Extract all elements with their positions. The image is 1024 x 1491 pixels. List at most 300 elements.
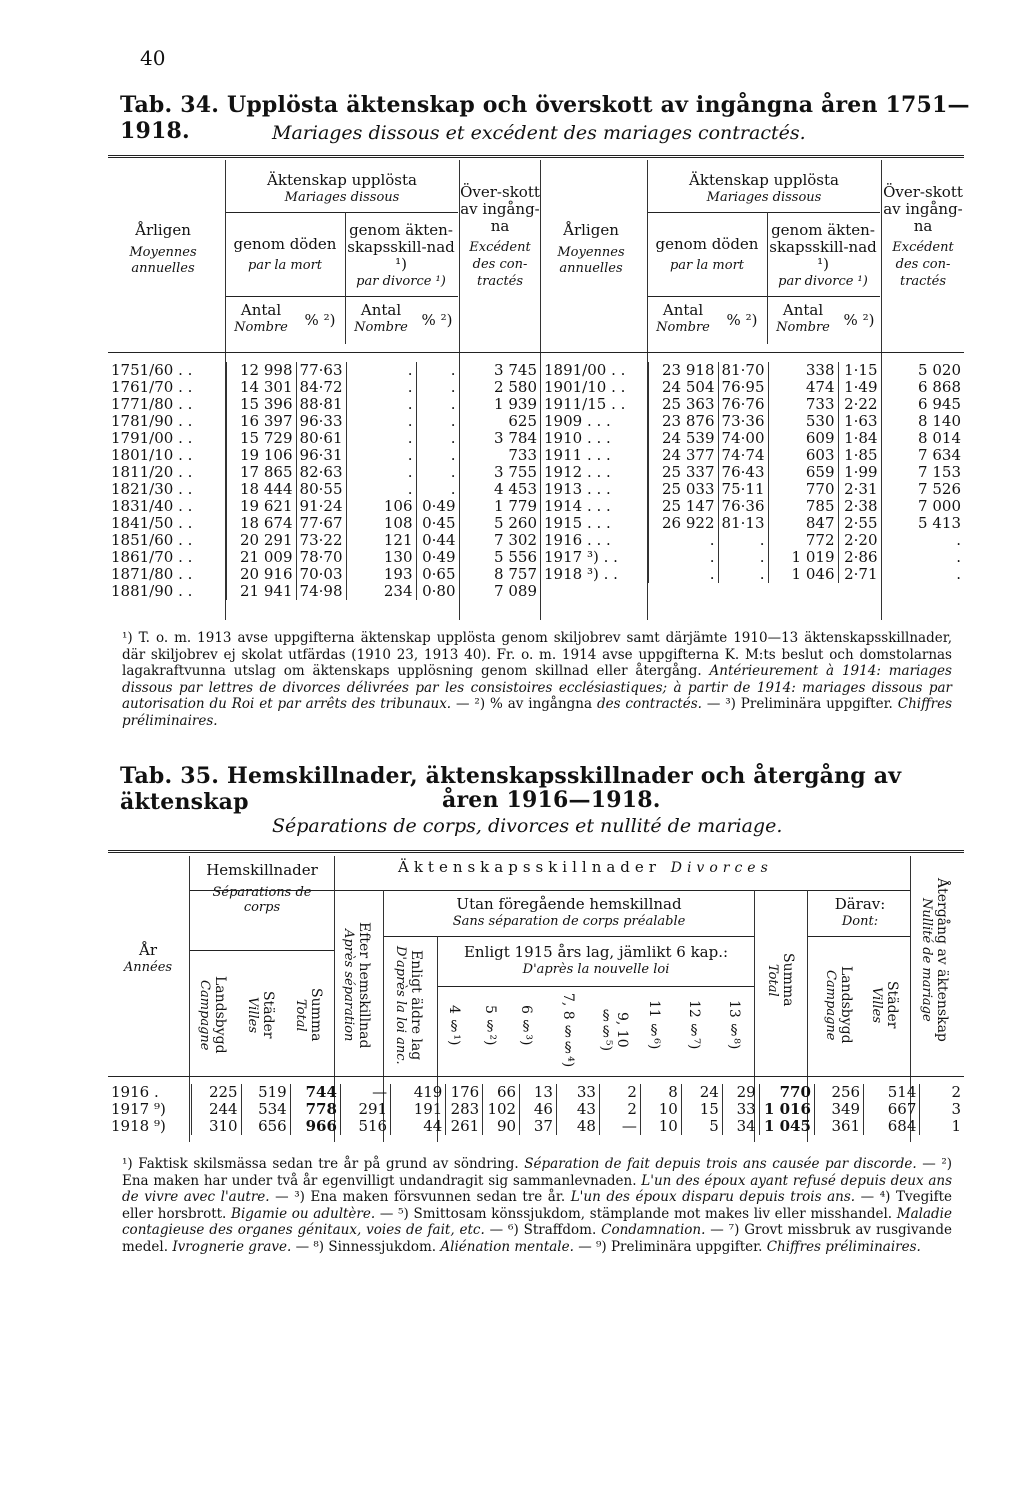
cell-d_n: 23 918 [648, 362, 718, 379]
cell-old: 44 [391, 1118, 446, 1135]
tab35-table [108, 1084, 964, 1135]
cell-s_l: 310 [192, 1118, 241, 1135]
cell-d_p: 70·03 [296, 566, 346, 583]
cell-v_p: 0·44 [416, 532, 459, 549]
cell-d_p: 74·00 [718, 430, 768, 447]
table-row [108, 379, 540, 396]
footnote-sv: — ²) Ena maken har under två år egenvilligt undandragit sig sammanlevnaden. [122, 1156, 953, 1189]
cell-v_n: 772 [768, 532, 838, 549]
cell-ex: 6 945 [881, 396, 964, 413]
cell-d_n: 17 865 [226, 464, 296, 481]
cell-v_n: 847 [768, 515, 838, 532]
tab35-p5: 5 §²) [482, 1004, 498, 1046]
tab35-without-sep-header [384, 896, 754, 930]
cell-p11: 8 [640, 1084, 681, 1101]
footnote-fr: Condamnation. [601, 1222, 706, 1238]
cell-v_p: . [416, 430, 459, 447]
tab35-title-line1: Tab. 35. Hemskillnader, äktenskapsskillnader och återgång av äktenskap [120, 763, 902, 815]
cell-v_p: 2·20 [838, 532, 881, 549]
total-label: Total [293, 998, 308, 1032]
tab34-divorce-header-right [768, 222, 878, 290]
table-row [108, 566, 540, 583]
tab35-old-law [392, 940, 424, 1070]
cell-d_p: . [718, 549, 768, 566]
cell-s_t: 966 [290, 1118, 340, 1135]
cell-s_l: 225 [192, 1084, 241, 1101]
table-row [108, 464, 540, 481]
tab35-subtitle: Séparations de corps, divorces et nullité de mariage. [272, 815, 783, 837]
tab34-divorce-pct-header-right: % ²) [843, 311, 875, 329]
cell-d_p: 75·11 [718, 481, 768, 498]
table-row [541, 396, 964, 413]
cell-v_n: . [346, 481, 416, 498]
cell-year: 1811/20 . . [111, 463, 193, 481]
cell-year: 1751/60 . . [111, 361, 193, 379]
death-header-sv: genom döden [655, 235, 759, 253]
cell-v_n: . [346, 447, 416, 464]
landsbygd-label: Landsbygd [212, 976, 228, 1054]
count-header-fr: Nombre [234, 320, 288, 335]
footnote-sv: — ³) Ena maken försvunnen sedan tre år. [275, 1189, 566, 1205]
dissolved-header-sv: Äktenskap upplösta [689, 171, 839, 189]
cell-v_n: 193 [346, 566, 416, 583]
header-rule [648, 212, 880, 213]
cell-d_n: 24 377 [648, 447, 718, 464]
table-row [541, 498, 964, 515]
year-header-fr: Moyennes annuelles [557, 245, 625, 276]
cell-ex: 625 [459, 413, 540, 430]
cell-v_p: 2·38 [838, 498, 881, 515]
cell-year: 1901/10 . . [544, 378, 626, 396]
cell-ex: 7 153 [881, 464, 964, 481]
old-law-fr: D'après la loi anc. [393, 945, 408, 1065]
tab35-sep-header [190, 862, 334, 915]
tab35-top-rule [108, 850, 964, 853]
cell-v_n: 1 046 [768, 566, 838, 583]
tab34-top-rule [108, 155, 964, 158]
count-header-fr: Nombre [656, 320, 710, 335]
cell-year: 1913 . . . [544, 480, 611, 498]
cell-v_n: 234 [346, 583, 416, 600]
footnote-1-fr: Antérieurement à 1914: mariages dissous par lettres de divorces délivrées par les consistoires ecclésiastiques; à partir de 1914: mariages dissous par autorisation du Roi et par arrêts des tribunaux. [122, 663, 952, 712]
cell-ex: 1 939 [459, 396, 540, 413]
header-rule [384, 936, 754, 937]
header-bottom-rule [108, 1076, 964, 1077]
year-header-sv: Årligen [563, 221, 619, 239]
cell-d_s: 514 [864, 1084, 920, 1101]
cell-d_n: 23 876 [648, 413, 718, 430]
excess-header-fr: Excédent des con-tractés [469, 240, 531, 289]
cell-tot: 1 045 [759, 1118, 814, 1135]
cell-old: 419 [391, 1084, 446, 1101]
tab34-death-header [226, 236, 344, 274]
old-law-sv: Enligt äldre lag [408, 949, 424, 1061]
count-header-sv: Antal [360, 301, 402, 319]
table-row [541, 379, 964, 396]
cell-v_p: 1·85 [838, 447, 881, 464]
cell-after: — [340, 1084, 390, 1101]
cell-d_n: 25 033 [648, 481, 718, 498]
cell-year: 1910 . . . [544, 429, 611, 447]
cell-d_p: 73·36 [718, 413, 768, 430]
sep-header-sv: Hemskillnader [206, 861, 318, 879]
tab35-divorces-header [398, 858, 918, 876]
cell-d_p: 77·67 [296, 515, 346, 532]
cell-p13: 33 [722, 1101, 759, 1118]
header-bottom-rule [108, 352, 964, 353]
cell-s_t: 778 [290, 1101, 340, 1118]
cell-v_n: 106 [346, 498, 416, 515]
cell-s_s: 656 [241, 1118, 290, 1135]
cell-year: 1781/90 . . [111, 412, 193, 430]
cell-v_n: 609 [768, 430, 838, 447]
dissolved-header-fr: Mariages dissous [706, 190, 822, 205]
tab35-div-landsbygd [822, 950, 854, 1060]
footnote-2: — ²) % av ingångna [456, 696, 593, 712]
cell-v_p: . [416, 362, 459, 379]
cell-d_p: 74·98 [296, 583, 346, 600]
table-row [108, 481, 540, 498]
divorces-header-fr: Divorces [670, 860, 773, 876]
footnote-sv: — ⁵) Smittosam könssjukdom, stämplande mot makes liv eller misshandel. [379, 1205, 893, 1222]
cell-d_p: 73·22 [296, 532, 346, 549]
cell-d_n: 25 363 [648, 396, 718, 413]
cell-d_n: 15 396 [226, 396, 296, 413]
cell-s_t: 744 [290, 1084, 340, 1101]
count-header-fr: Nombre [776, 320, 830, 335]
count-header-sv: Antal [662, 301, 704, 319]
cell-d_n: 19 621 [226, 498, 296, 515]
tab35-total [764, 920, 796, 1040]
table-row [541, 532, 964, 549]
cell-v_p: 0·65 [416, 566, 459, 583]
cell-p12: 24 [681, 1084, 722, 1101]
tab34-death-count-header [226, 302, 296, 336]
cell-d_s: 684 [864, 1118, 920, 1135]
footnote-fr: Bigamie ou adultère. [231, 1205, 376, 1222]
tab34-year-header-right [542, 222, 640, 277]
tab34-subtitle: Mariages dissous et excédent des mariages contractés. [272, 122, 806, 144]
cell-v_p: 0·49 [416, 549, 459, 566]
header-rule [438, 986, 754, 987]
cell-ex: 1 779 [459, 498, 540, 515]
new-law-sv: Enligt 1915 års lag, jämlikt 6 kap.: [463, 943, 729, 961]
footnote-sv: — ⁸) Sinnessjukdom. [295, 1238, 437, 1255]
cell-ex: . [881, 549, 964, 566]
cell-d_l: 361 [814, 1118, 863, 1135]
cell-s_l: 244 [192, 1101, 241, 1118]
tab35-sep-stader [244, 960, 276, 1070]
cell-year: 1791/00 . . [111, 429, 193, 447]
tab34-divorce-pct-header: % ²) [421, 311, 453, 329]
villes-label: Villes [245, 997, 260, 1033]
after-sep-fr: Après séparation [341, 928, 356, 1042]
header-rule [190, 890, 910, 891]
table-row [108, 532, 540, 549]
cell-p4: 283 [446, 1101, 483, 1118]
divorce-header-fr: par divorce ¹) [356, 274, 446, 289]
footnote-sv: — ⁴) Tvegifte eller horsbrott. [122, 1189, 953, 1222]
cell-d_n: 20 916 [226, 566, 296, 583]
cell-ex: 5 413 [881, 515, 964, 532]
cell-d_p: 81·70 [718, 362, 768, 379]
footnote-fr: Chiffres préliminaires. [766, 1238, 921, 1255]
cell-d_n: 24 504 [648, 379, 718, 396]
tab35-sep-landsbygd [196, 960, 228, 1070]
cell-p13: 34 [722, 1118, 759, 1135]
footnote-fr: Maladie contagieuse des organes génitaux, voies de fait, etc. [122, 1205, 952, 1238]
table-row [541, 413, 964, 430]
tab35-nullity [918, 860, 950, 1060]
cell-d_n: 24 539 [648, 430, 718, 447]
cell-d_n: 14 301 [226, 379, 296, 396]
cell-d_n: . [648, 566, 718, 583]
footnote-sv: — ⁷) Grovt missbruk av rusgivande medel. [122, 1222, 952, 1255]
cell-v_p: . [416, 396, 459, 413]
cell-year: 1871/80 . . [111, 565, 193, 583]
death-header-fr: par la mort [247, 258, 323, 273]
cell-ex: 8 014 [881, 430, 964, 447]
cell-year: 1917 ⁹) [111, 1100, 166, 1118]
count-header-sv: Antal [240, 301, 282, 319]
cell-d_p: 84·72 [296, 379, 346, 396]
table-row [541, 566, 964, 583]
tab34-death-count-header-right [648, 302, 718, 336]
cell-s_s: 519 [241, 1084, 290, 1101]
cell-year: 1911 . . . [544, 446, 611, 464]
therof-sv: Därav: [834, 895, 886, 913]
cell-v_p: . [416, 379, 459, 396]
cell-null: 3 [920, 1101, 964, 1118]
table-row [108, 515, 540, 532]
cell-v_n: 530 [768, 413, 838, 430]
cell-year: 1912 . . . [544, 463, 611, 481]
cell-year: 1915 . . . [544, 514, 611, 532]
cell-year: 1918 ³) . . [544, 565, 618, 583]
tab34-excess-header-right [882, 184, 964, 290]
tab34-divorce-count-header-right [768, 302, 838, 336]
cell-d_n: 26 922 [648, 515, 718, 532]
year-header-sv: År [138, 941, 157, 959]
cell-ex: 8 140 [881, 413, 964, 430]
tab34-footnotes [122, 630, 952, 729]
tab34-right-table [541, 362, 964, 583]
footnote-fr: Séparation de fait depuis trois ans causée par discorde. [524, 1156, 917, 1172]
cell-year: 1891/00 . . [544, 361, 626, 379]
tab34-death-pct-header: % ²) [304, 311, 336, 329]
footnote-fr: L'un des époux disparu depuis trois ans. [570, 1189, 856, 1205]
footnote-sv: — ⁶) Straffdom. [489, 1222, 597, 1238]
cell-d_p: 74·74 [718, 447, 768, 464]
cell-d_n: 25 147 [648, 498, 718, 515]
cell-p5: 102 [483, 1101, 520, 1118]
campagne-label: Campagne [823, 969, 838, 1041]
cell-null: 2 [920, 1084, 964, 1101]
cell-d_n: 21 009 [226, 549, 296, 566]
cell-v_p: 0·45 [416, 515, 459, 532]
stader-label: Städer [884, 981, 900, 1029]
table-row [108, 1084, 964, 1101]
cell-v_n: 770 [768, 481, 838, 498]
cell-year: 1831/40 . . [111, 497, 193, 515]
cell-v_n: 733 [768, 396, 838, 413]
cell-d_p: 76·36 [718, 498, 768, 515]
cell-v_n: . [346, 362, 416, 379]
cell-year: 1917 ³) . . [544, 548, 618, 566]
table-row [108, 413, 540, 430]
tab35-p4: 4 §¹) [446, 1004, 462, 1046]
tab34-death-pct-header-right: % ²) [726, 311, 758, 329]
cell-v_n: . [346, 379, 416, 396]
year-header-fr: Moyennes annuelles [129, 245, 197, 276]
landsbygd-label: Landsbygd [838, 966, 854, 1044]
table-row [541, 481, 964, 498]
cell-v_p: 1·49 [838, 379, 881, 396]
footnote-3-fr: Chiffres préliminaires. [122, 696, 953, 729]
cell-v_n: 130 [346, 549, 416, 566]
cell-year: 1821/30 . . [111, 480, 193, 498]
excess-header-fr: Excédent des con-tractés [892, 240, 954, 289]
cell-tot: 770 [759, 1084, 814, 1101]
tab35-new-law-header [438, 944, 754, 978]
cell-d_n: 12 998 [226, 362, 296, 379]
cell-v_n: 785 [768, 498, 838, 515]
cell-p4: 176 [446, 1084, 483, 1101]
header-rule [190, 950, 334, 951]
cell-d_p: 76·76 [718, 396, 768, 413]
table-row [108, 362, 540, 379]
cell-v_p: . [416, 413, 459, 430]
tab35-title-line2: åren 1916—1918. [442, 787, 661, 813]
table-row [108, 549, 540, 566]
cell-v_p: 1·84 [838, 430, 881, 447]
cell-v_n: . [346, 464, 416, 481]
cell-ex: 733 [459, 447, 540, 464]
cell-p910: — [599, 1118, 640, 1135]
cell-d_p: 76·43 [718, 464, 768, 481]
footnote-fr: L'un des époux ayant refusé depuis deux ans de vivre avec l'autre. [122, 1172, 953, 1205]
table-row [541, 447, 964, 464]
cell-v_n: . [346, 396, 416, 413]
new-law-fr: D'après la nouvelle loi [522, 962, 670, 977]
tab35-therof-header [808, 896, 912, 930]
cell-v_n: 121 [346, 532, 416, 549]
cell-d_n: 19 106 [226, 447, 296, 464]
cell-ex: 6 868 [881, 379, 964, 396]
cell-year: 1761/70 . . [111, 378, 193, 396]
cell-d_p: 80·55 [296, 481, 346, 498]
tab35-p6: 6 §³) [518, 1004, 534, 1046]
after-sep-sv: Efter hemskillnad [356, 921, 372, 1049]
cell-v_p: 0·80 [416, 583, 459, 600]
cell-year: 1916 . [111, 1083, 159, 1101]
cell-year: 1851/60 . . [111, 531, 193, 549]
cell-p910: 2 [599, 1084, 640, 1101]
nullity-fr: Nullité de mariage [919, 898, 934, 1022]
cell-p78: 43 [556, 1101, 599, 1118]
stader-label: Städer [260, 991, 276, 1039]
cell-ex: 4 453 [459, 481, 540, 498]
footnote-fr: Ivrognerie grave. [172, 1238, 292, 1255]
tab34-divorce-count-header [346, 302, 416, 336]
year-header-fr: Années [123, 960, 173, 975]
header-rule [648, 296, 880, 297]
cell-v_p: 1·15 [838, 362, 881, 379]
cell-p12: 15 [681, 1101, 722, 1118]
nullity-sv: Återgång av äktenskap [934, 878, 950, 1042]
cell-d_n: 16 397 [226, 413, 296, 430]
tab35-sep-summa [292, 960, 324, 1070]
cell-p4: 261 [446, 1118, 483, 1135]
cell-d_p: 96·31 [296, 447, 346, 464]
without-sep-fr: Sans séparation de corps préalable [452, 914, 686, 929]
cell-d_n: 18 674 [226, 515, 296, 532]
cell-d_p: 77·63 [296, 362, 346, 379]
footnote-sv: ¹) Faktisk skilsmässa sedan tre år på grund av söndring. [122, 1156, 519, 1172]
total-label: Total [765, 963, 780, 997]
cell-v_n: 338 [768, 362, 838, 379]
cell-p11: 10 [640, 1118, 681, 1135]
cell-d_n: 25 337 [648, 464, 718, 481]
cell-d_p: . [718, 566, 768, 583]
cell-year: 1801/10 . . [111, 446, 193, 464]
tab34-left-table [108, 362, 540, 600]
cell-ex: 7 089 [459, 583, 540, 600]
footnote-2-fr: des contractés. [596, 696, 702, 712]
header-divider [345, 212, 346, 344]
dissolved-header-fr: Mariages dissous [284, 190, 400, 205]
cell-p13: 29 [722, 1084, 759, 1101]
cell-v_n: 603 [768, 447, 838, 464]
cell-p12: 5 [681, 1118, 722, 1135]
cell-p78: 33 [556, 1084, 599, 1101]
cell-v_n: . [346, 430, 416, 447]
cell-p78: 48 [556, 1118, 599, 1135]
cell-tot: 1 016 [759, 1101, 814, 1118]
therof-fr: Dont: [841, 914, 879, 929]
cell-d_p: 96·33 [296, 413, 346, 430]
excess-header-sv: Över-skott av ingång-na [460, 183, 540, 235]
cell-ex: . [881, 532, 964, 549]
tab35-p12: 12 §⁷) [686, 1000, 702, 1050]
header-rule [226, 212, 458, 213]
cell-p5: 66 [483, 1084, 520, 1101]
cell-after: 291 [340, 1101, 390, 1118]
table-row [541, 430, 964, 447]
cell-p6: 46 [520, 1101, 557, 1118]
table-row [108, 1101, 964, 1118]
tab35-p11: 11 §⁶) [646, 1000, 662, 1050]
cell-p910: 2 [599, 1101, 640, 1118]
cell-d_p: . [718, 532, 768, 549]
tab34-dissolved-header-right [648, 172, 880, 206]
cell-d_l: 256 [814, 1084, 863, 1101]
cell-v_n: . [346, 413, 416, 430]
cell-after: 516 [340, 1118, 390, 1135]
cell-d_l: 349 [814, 1101, 863, 1118]
cell-ex: 5 020 [881, 362, 964, 379]
tab34-dissolved-header [226, 172, 458, 206]
cell-p6: 13 [520, 1084, 557, 1101]
cell-d_p: 82·63 [296, 464, 346, 481]
footnote-1: ¹) T. o. m. 1913 avse uppgifterna äktenskap upplösta genom skiljobrev samt därjämte 1910—13 äktenskapsskillnader, där skiljobrev ej skolat utfärdas (1910 23, 1913 40). Fr. o. m. 1914 avse uppgifterna K. M:ts beslut och domstolarnas lagakraftvunna utslag om äktenskaps upplösning genom skillnad eller återgång. [122, 630, 952, 679]
cell-year: 1771/80 . . [111, 395, 193, 413]
year-header-sv: Årligen [135, 221, 191, 239]
tab35-after-sep [340, 895, 372, 1075]
death-header-sv: genom döden [233, 235, 337, 253]
divorces-header-sv: Äktenskapsskillnader [398, 858, 661, 876]
table-row [108, 430, 540, 447]
